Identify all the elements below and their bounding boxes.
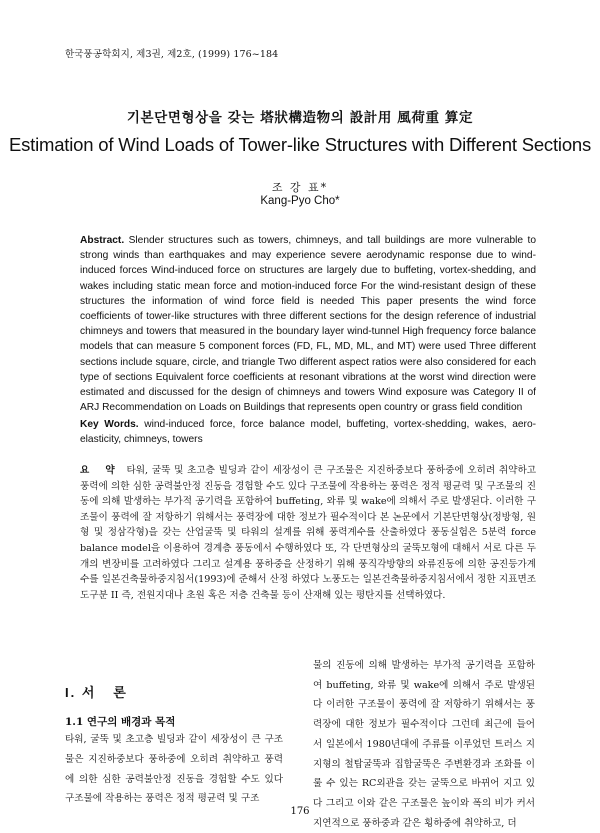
title-english: Estimation of Wind Loads of Tower-like Structures with Different Sections bbox=[8, 134, 592, 155]
author-korean: 조 강 표* bbox=[271, 181, 329, 194]
abstract-english bbox=[80, 233, 536, 415]
keywords bbox=[80, 417, 536, 447]
abstract-korean bbox=[80, 463, 536, 603]
subsection-heading: 1.1 연구의 배경과 목적 bbox=[65, 716, 176, 728]
section-heading-introduction: I. 서 론 bbox=[65, 685, 128, 700]
abstract-ko-label: 요 약 bbox=[80, 465, 115, 476]
keywords-label: Key Words. bbox=[80, 419, 139, 430]
author-english: Kang-Pyo Cho* bbox=[260, 195, 340, 207]
abstract-label: Abstract. bbox=[80, 235, 125, 246]
page-number: 176 bbox=[290, 806, 310, 817]
body-right-column: 물의 진동에 의해 발생하는 부가적 공기력을 포함하여 buffeting, 와류 및 wake에 의해서 주로 발생된다 이러한 구조물이 풍력에 잘 저항하기 위해서는 풍력장에 대한 정보가 필수적이다 그런데 최근에 들어서 일본에서 1980년대에 주류를 이루었던 트러스 지지형의 철탑굴뚝과 집합굴뚝은 주변환경과 조화를 이룰 수 있는 RC외관을 갖는 굴뚝으로 바뀌어 지고 있다 그리고 이와 같은 구조물은 높이와 폭의 비가 커서 지연적으로 풍하중과 같은 횡하중에 취약하고, 더 bbox=[313, 660, 535, 829]
abstract-ko-text: 타워, 굴뚝 및 초고층 빌딩과 같이 세장성이 큰 구조물은 지진하중보다 풍하중에 오히려 취약하고 풍력에 의한 심한 공력불안정 진동을 경험할 수도 있다 구조물에 작용하는 풍력은 정적 평균력 및 구조물의 진동에 의해 발생하는 부가적 공기력을 포함하여 buffeting, 와류 및 wake에 의해서 주로 발생된다. 이러한 구조물이 풍력에 잘 저항하기 위해서는 풍력장에 대한 정보가 필수적이다 본 논문에서 기본단면형상(정방형, 원형 및 정삼각형)을 갖는 산업굴뚝 및 타워의 설계를 위해 풍력계수를 산출하였다 풍동실험은 5분력 force balance model을 이용하여 경계층 풍동에서 수행하였다 또, 각 단면형상의 굴뚝모형에 대해서 서로 다른 두 개의 변장비를 고려하였다 그리고 설계용 풍하중을 산정하기 위해 풍직각방향의 와류진동에 의한 공진등가계수를 일본건축물하중지침서(1993)에 준해서 산정 하였다 노풍도는 일본건축물하중지침서에서 정한 지표면조도구분 II 즉, 전원지대나 초원 혹은 저층 건축물 등이 산재해 있는 평탄지를 선택하였다. bbox=[80, 465, 536, 601]
abstract-text: Slender structures such as towers, chimneys, and tall buildings are more vulnerable to strong winds than earthquakes and may experience severe aerodynamic response due to wind-induced forces Wind-induced force on structures are largely due to buffeting, vortex-shedding, and wakes including static mean force and motion-induced force For the wind-resistant design of these structures the information of wind force field is needed This paper presents the wind force coefficients of tower-like structures with three different sections for the design reference of industrial chimneys and towers that measured in the boundary layer wind-tunnel High frequency force balance models that can measure 5 component forces (FD, FL, MD, ML, and MT) were used Three different sections include square, circle, and triangle Two different aspect ratios were also considered for each type of sections Equivalent force coefficients at resonant vibrations at the worst wind direction were estimated and discussed for the design of chimneys and towers Wind exposure was Category II of ARJ Recommendation on Loads on Buildings that represents open country or grass field condition bbox=[80, 235, 536, 414]
title-korean: 기본단면형상을 갖는 塔狀構造物의 設計用 風荷重 算定 bbox=[126, 110, 474, 126]
keywords-text: wind-induced force, force balance model, buffeting, vortex-shedding, wakes, aero-elasticity, chimneys, towers bbox=[80, 419, 537, 446]
journal-header: 한국풍공학회지, 제3권, 제2호, (1999) 176~184 bbox=[65, 49, 279, 60]
body-left-column: 타워, 굴뚝 및 초고층 빌딩과 같이 세장성이 큰 구조물은 지진하중보다 풍하중에 오히려 취약하고 풍력에 의한 심한 공력불안정 진동을 경험할 수도 있다 구조물에 작용하는 풍력은 정적 평균력 및 구조 bbox=[65, 734, 283, 805]
